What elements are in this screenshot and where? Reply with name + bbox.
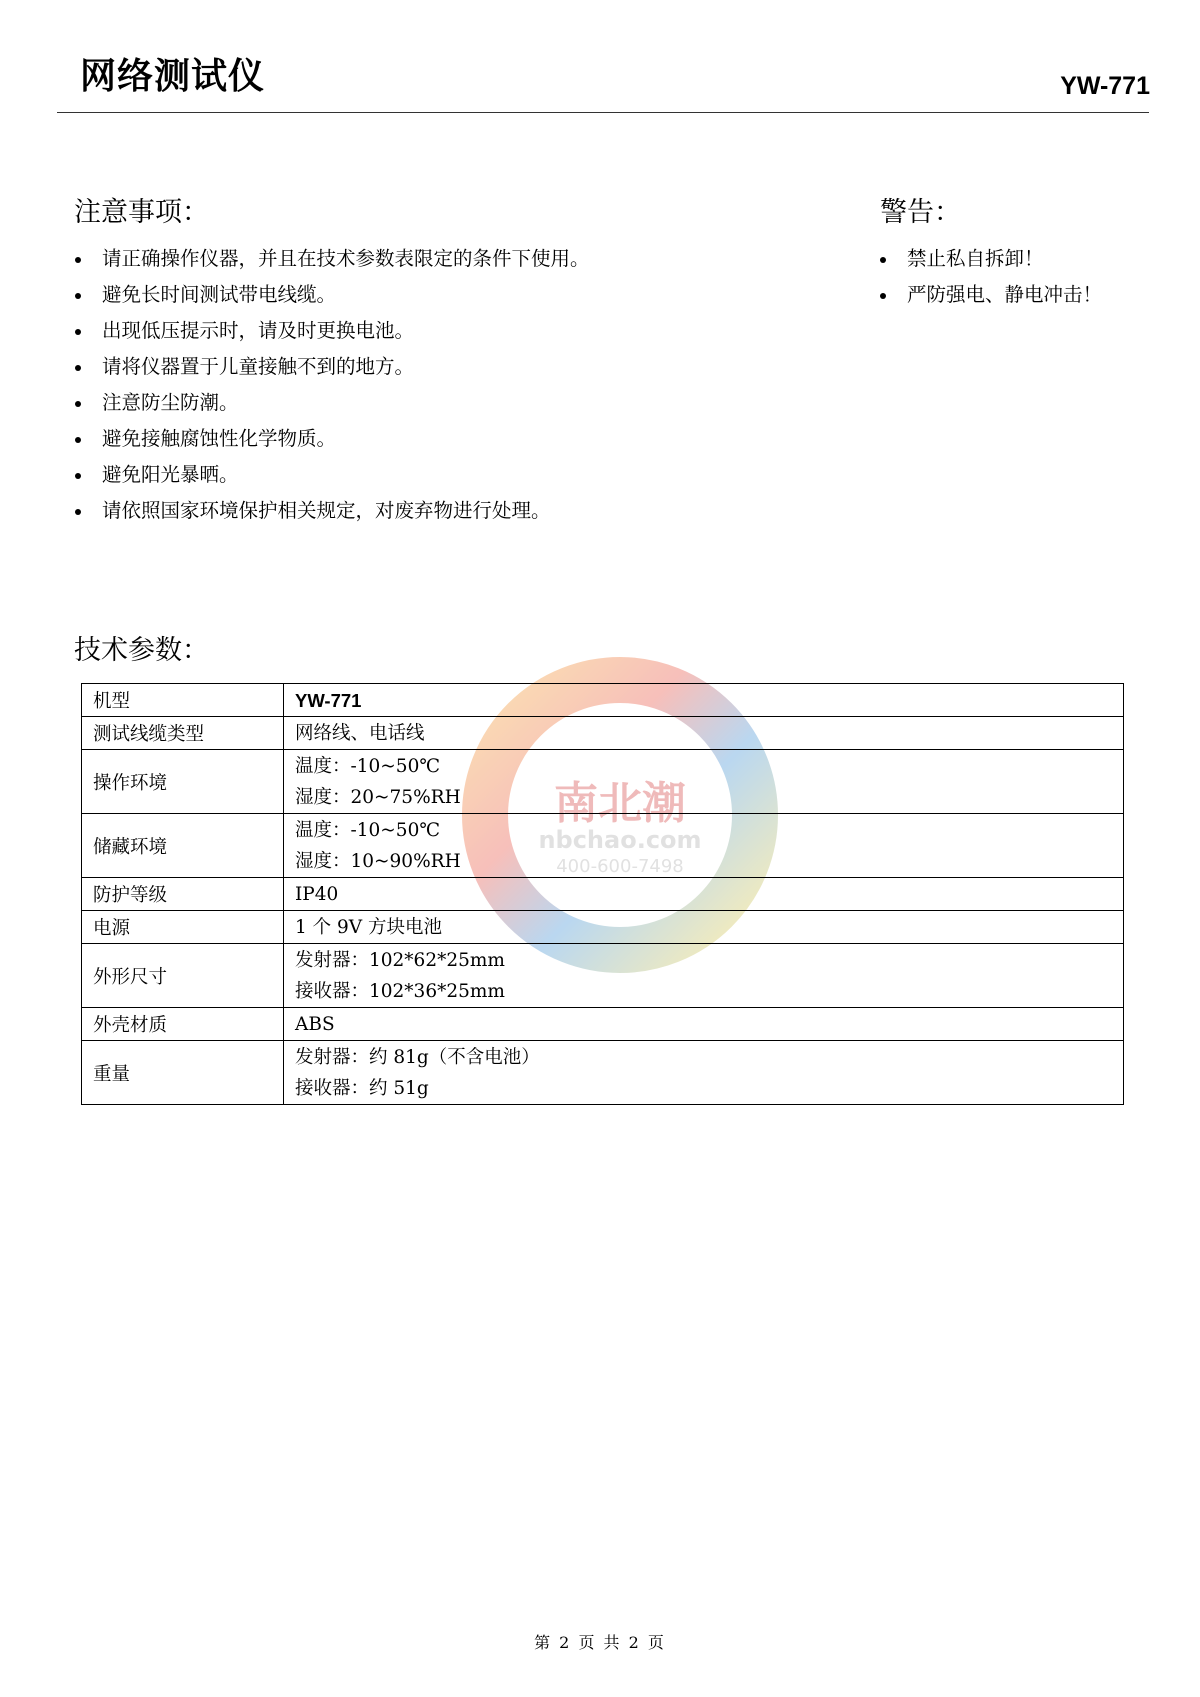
spec-key: 防护等级 [82, 878, 284, 911]
table-row [82, 1041, 1124, 1105]
spec-key: 操作环境 [82, 750, 284, 814]
header-divider [57, 112, 1149, 113]
spec-value-line: IP40 [295, 883, 339, 905]
spec-value-line: 接收器：约 51g [295, 1077, 429, 1099]
spec-key: 测试线缆类型 [82, 717, 284, 750]
spec-key: 重量 [82, 1041, 284, 1105]
spec-value-line: 接收器：102*36*25mm [295, 980, 505, 1002]
spec-value [284, 911, 1124, 944]
warnings-list [879, 241, 1102, 313]
spec-value [284, 944, 1124, 1008]
table-row [82, 814, 1124, 878]
notes-list [74, 241, 590, 529]
spec-value-line: 发射器：约 81g（不含电池） [295, 1046, 540, 1068]
spec-table [81, 683, 1124, 1105]
spec-value [284, 750, 1124, 814]
warnings-item: 严防强电、静电冲击！ [879, 277, 1102, 313]
spec-value-line: 湿度：20~75%RH [295, 786, 461, 808]
spec-value-line: 温度：-10~50℃ [295, 819, 441, 841]
table-row [82, 1008, 1124, 1041]
spec-value-line: 湿度：10~90%RH [295, 850, 461, 872]
spec-key: 外壳材质 [82, 1008, 284, 1041]
table-row [82, 878, 1124, 911]
spec-value-line: 网络线、电话线 [295, 722, 425, 744]
notes-item: 请正确操作仪器，并且在技术参数表限定的条件下使用。 [74, 241, 590, 277]
notes-item: 避免阳光暴晒。 [74, 457, 590, 493]
spec-value [284, 1008, 1124, 1041]
spec-value [284, 684, 1124, 717]
table-row [82, 750, 1124, 814]
notes-item: 注意防尘防潮。 [74, 385, 590, 421]
notes-item: 请依照国家环境保护相关规定，对废弃物进行处理。 [74, 493, 590, 529]
notes-item: 避免长时间测试带电线缆。 [74, 277, 590, 313]
watermark-brand: 南北潮 [554, 778, 686, 829]
spec-key: 外形尺寸 [82, 944, 284, 1008]
spec-value [284, 717, 1124, 750]
spec-value-line: ABS [295, 1013, 335, 1035]
table-row [82, 911, 1124, 944]
page-number: 第 2 页 共 2 页 [534, 1633, 666, 1652]
table-row [82, 944, 1124, 1008]
notes-item: 出现低压提示时，请及时更换电池。 [74, 313, 590, 349]
notes-item: 避免接触腐蚀性化学物质。 [74, 421, 590, 457]
spec-key: 储藏环境 [82, 814, 284, 878]
spec-key: 机型 [82, 684, 284, 717]
watermark-site: nbchao.com [538, 826, 702, 854]
spec-value-line: 温度：-10~50℃ [295, 755, 441, 777]
model-number: YW-771 [1060, 72, 1150, 100]
spec-value-line: 发射器：102*62*25mm [295, 949, 505, 971]
spec-value [284, 814, 1124, 878]
spec-value [284, 878, 1124, 911]
watermark-phone: 400-600-7498 [556, 856, 684, 877]
spec-value-line: 1 个 9V 方块电池 [295, 916, 443, 938]
table-row [82, 684, 1124, 717]
specs-heading: 技术参数： [74, 635, 209, 666]
spec-value-line: YW-771 [295, 689, 362, 711]
table-row [82, 717, 1124, 750]
notes-item: 请将仪器置于儿童接触不到的地方。 [74, 349, 590, 385]
spec-value [284, 1041, 1124, 1105]
document-title: 网络测试仪 [80, 56, 266, 97]
spec-key: 电源 [82, 911, 284, 944]
warnings-heading: 警告： [880, 197, 961, 228]
notes-heading: 注意事项： [74, 197, 209, 228]
warnings-item: 禁止私自拆卸！ [879, 241, 1102, 277]
